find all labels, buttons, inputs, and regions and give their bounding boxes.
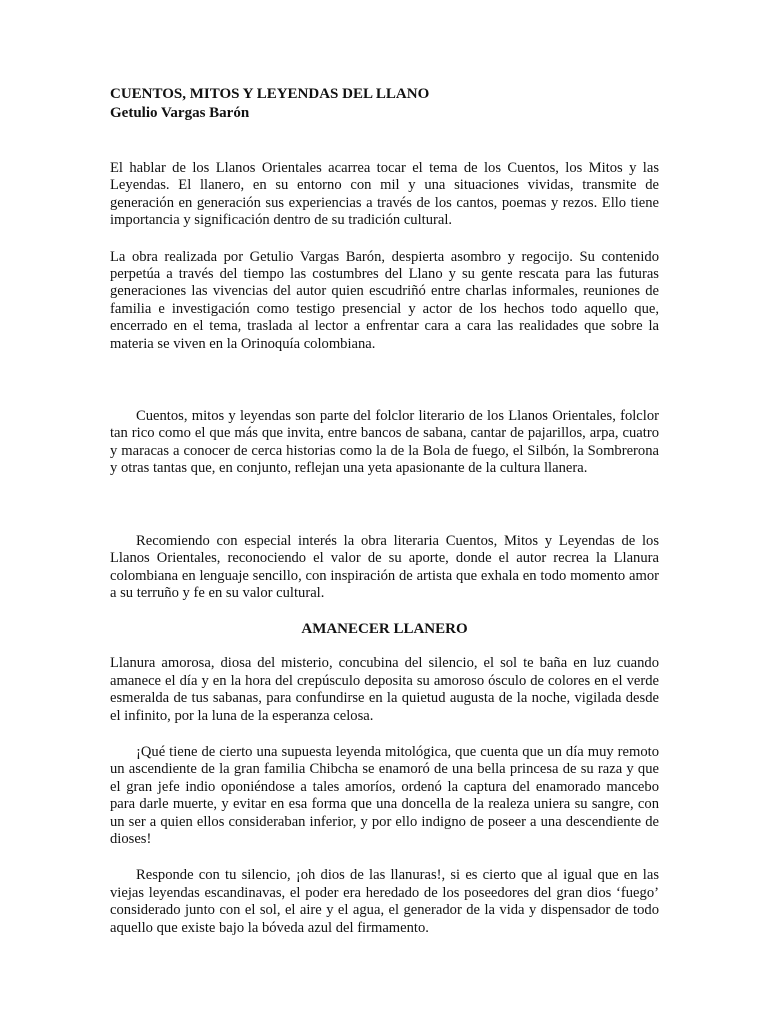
paragraph-responde: Responde con tu silencio, ¡oh dios de las llanuras!, si es cierto que al igual que en las viejas leyendas escandinavas, el poder era heredado de los poseedores del gran dios ‘fuego’ considerado junto con el sol, el aire y el agua, el generador de la vida y dispensador de todo aquello que existe bajo la bóveda azul del firmamento. [110, 867, 659, 936]
paragraph-folclor: Cuentos, mitos y leyendas son parte del folclor literario de los Llanos Orientales, folclor tan rico como el que más que invita, entre bancos de sabana, cantar de pajarillos, arpa, cuatro y maracas a conocer de cerca historias como la de la Bola de fuego, el Silbón, la Sombrerona y otras tantas que, en conjunto, reflejan una yeta apasionante de la cultura llanera. [110, 408, 659, 477]
paragraph-leyenda: ¡Qué tiene de cierto una supuesta leyenda mitológica, que cuenta que un día muy remoto un ascendiente de la gran familia Chibcha se enamoró de una bella princesa de su raza y que el gran jefe indio oponiéndose a tales amoríos, ordenó la captura del enamorado mancebo para darle muerte, y evitar en esa forma que una doncella de la realeza uniera su sangre, con un ser a quien ellos consideraban inferior, y por ello indigno de poseer a una descendiente de dioses! [110, 743, 659, 847]
document-title: CUENTOS, MITOS Y LEYENDAS DEL LLANO [110, 86, 430, 102]
document-author: Getulio Vargas Barón [110, 105, 250, 121]
paragraph-intro: El hablar de los Llanos Orientales acarrea tocar el tema de los Cuentos, los Mitos y las Leyendas. El llanero, en su entorno con mil y una situaciones vividas, transmite de generación en generación sus experiencias a través de los cantos, poemas y rezos. Ello tiene importancia y significación dentro de su tradición cultural. [110, 160, 659, 229]
paragraph-llanura: Llanura amorosa, diosa del misterio, concubina del silencio, el sol te baña en luz cuando amanece el día y en la hora del crepúsculo deposita su amoroso ósculo de colores en el verde esmeralda de tus sabanas, para confundirse en la quietud augusta de la noche, vigilada desde el infinito, por la luna de la esperanza celosa. [110, 655, 659, 724]
paragraph-obra: La obra realizada por Getulio Vargas Barón, despierta asombro y regocijo. Su contenido perpetúa a través del tiempo las costumbres del Llano y su gente rescata para las futuras generaciones las vivencias del autor quien escudriñó entre charlas informales, reuniones de familia e investigación como testigo presencial y actor de los hechos todo aquello que, encerrado en el tema, traslada al lector a enfrentar cara a cara las realidades que sobre la materia se viven en la Orinoquía colombiana. [110, 248, 659, 352]
document-body [110, 85, 659, 937]
paragraph-recomendacion: Recomiendo con especial interés la obra literaria Cuentos, Mitos y Leyendas de los Llanos Orientales, reconociendo el valor de su aporte, donde el autor recrea la Llanura colombiana en lenguaje sencillo, con inspiración de artista que exhala en todo momento amor a su terruño y fe en su valor cultural. [110, 532, 659, 601]
section-heading: AMANECER LLANERO [301, 621, 468, 638]
